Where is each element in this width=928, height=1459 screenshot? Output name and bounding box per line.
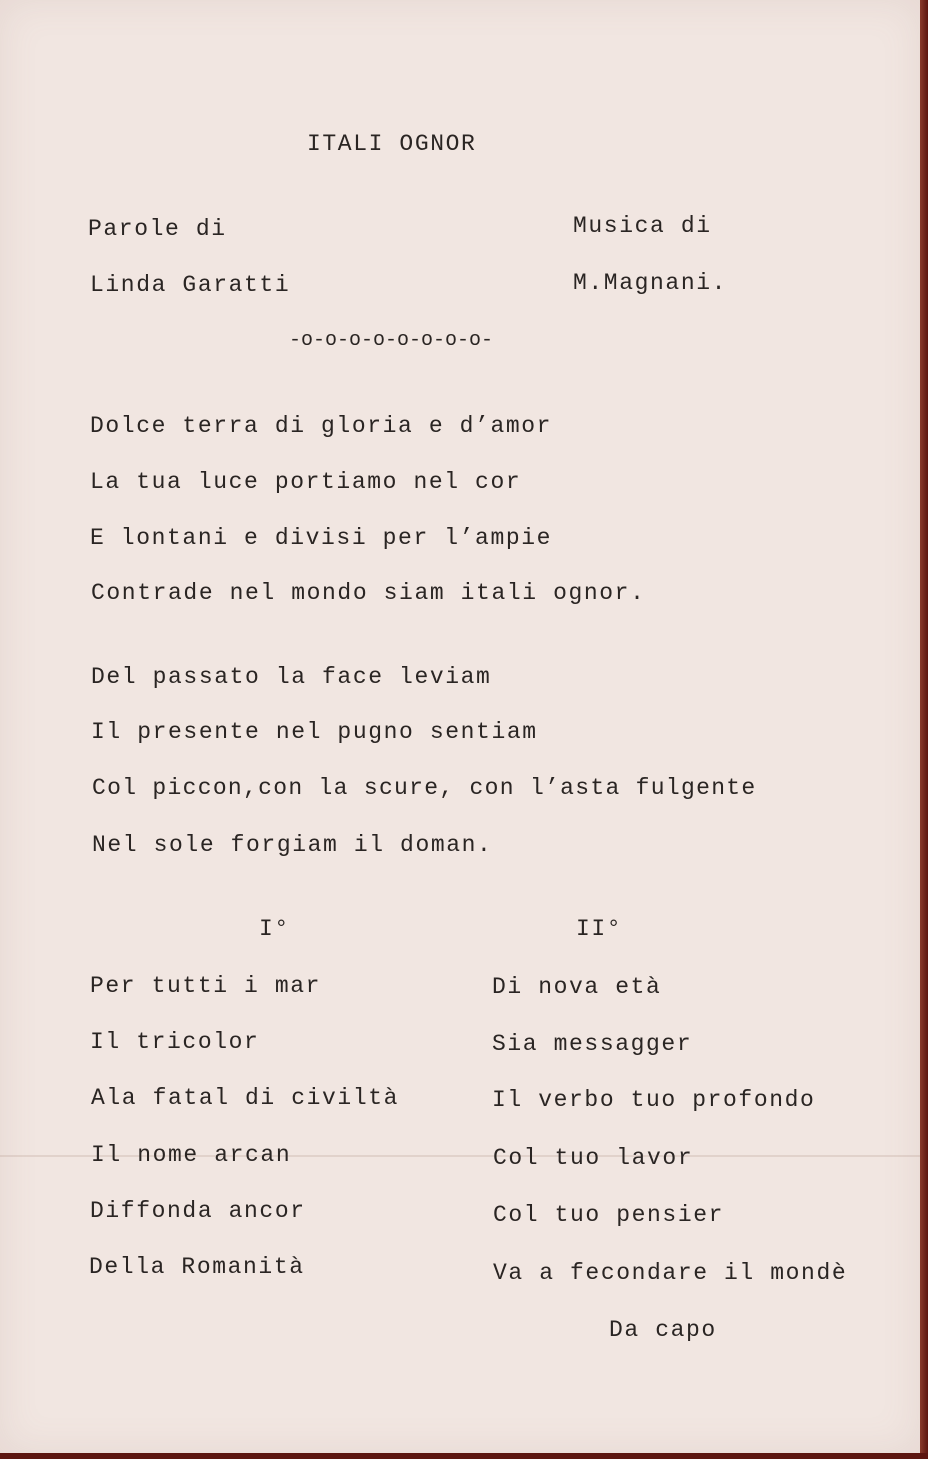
- lyrics-author: Linda Garatti: [90, 272, 291, 298]
- verse-1-line-2: Il tricolor: [90, 1029, 260, 1055]
- separator: -o-o-o-o-o-o-o-o-: [289, 329, 494, 352]
- chorus-2-line-3: Col piccon,con la scure, con l’asta fulgente: [92, 775, 757, 801]
- verse-1-heading: I°: [259, 916, 290, 942]
- chorus-1-line-3: E lontani e divisi per l’ampie: [90, 525, 553, 551]
- chorus-2-line-2: Il presente nel pugno sentiam: [91, 719, 538, 745]
- verse-1-line-1: Per tutti i mar: [90, 973, 322, 999]
- da-capo-note: Da capo: [609, 1317, 717, 1343]
- chorus-1-line-4: Contrade nel mondo siam itali ognor.: [91, 580, 646, 606]
- verse-1-line-3: Ala fatal di civiltà: [91, 1085, 400, 1111]
- song-title: ITALI OGNOR: [307, 131, 477, 157]
- paper-edge-right: [920, 0, 928, 1459]
- chorus-2-line-1: Del passato la face leviam: [91, 664, 492, 690]
- chorus-1-line-2: La tua luce portiamo nel cor: [90, 469, 522, 495]
- verse-1-line-5: Diffonda ancor: [90, 1198, 306, 1224]
- verse-2-line-4: Col tuo lavor: [493, 1145, 694, 1171]
- verse-2-line-2: Sia messagger: [492, 1031, 693, 1057]
- verse-2-line-3: Il verbo tuo profondo: [492, 1087, 816, 1113]
- music-author: M.Magnani.: [573, 270, 728, 296]
- verse-2-heading: II°: [576, 916, 623, 942]
- verse-2-line-5: Col tuo pensier: [493, 1202, 725, 1228]
- lyrics-label: Parole di: [88, 216, 227, 242]
- paper-edge-bottom: [0, 1453, 928, 1459]
- chorus-2-line-4: Nel sole forgiam il doman.: [92, 832, 493, 858]
- verse-1-line-4: Il nome arcan: [91, 1142, 292, 1168]
- chorus-1-line-1: Dolce terra di gloria e d’amor: [90, 413, 553, 439]
- verse-2-line-6: Va a fecondare il mondè: [493, 1260, 848, 1286]
- music-label: Musica di: [573, 213, 712, 239]
- verse-2-line-1: Di nova età: [492, 974, 662, 1000]
- verse-1-line-6: Della Romanità: [89, 1254, 305, 1280]
